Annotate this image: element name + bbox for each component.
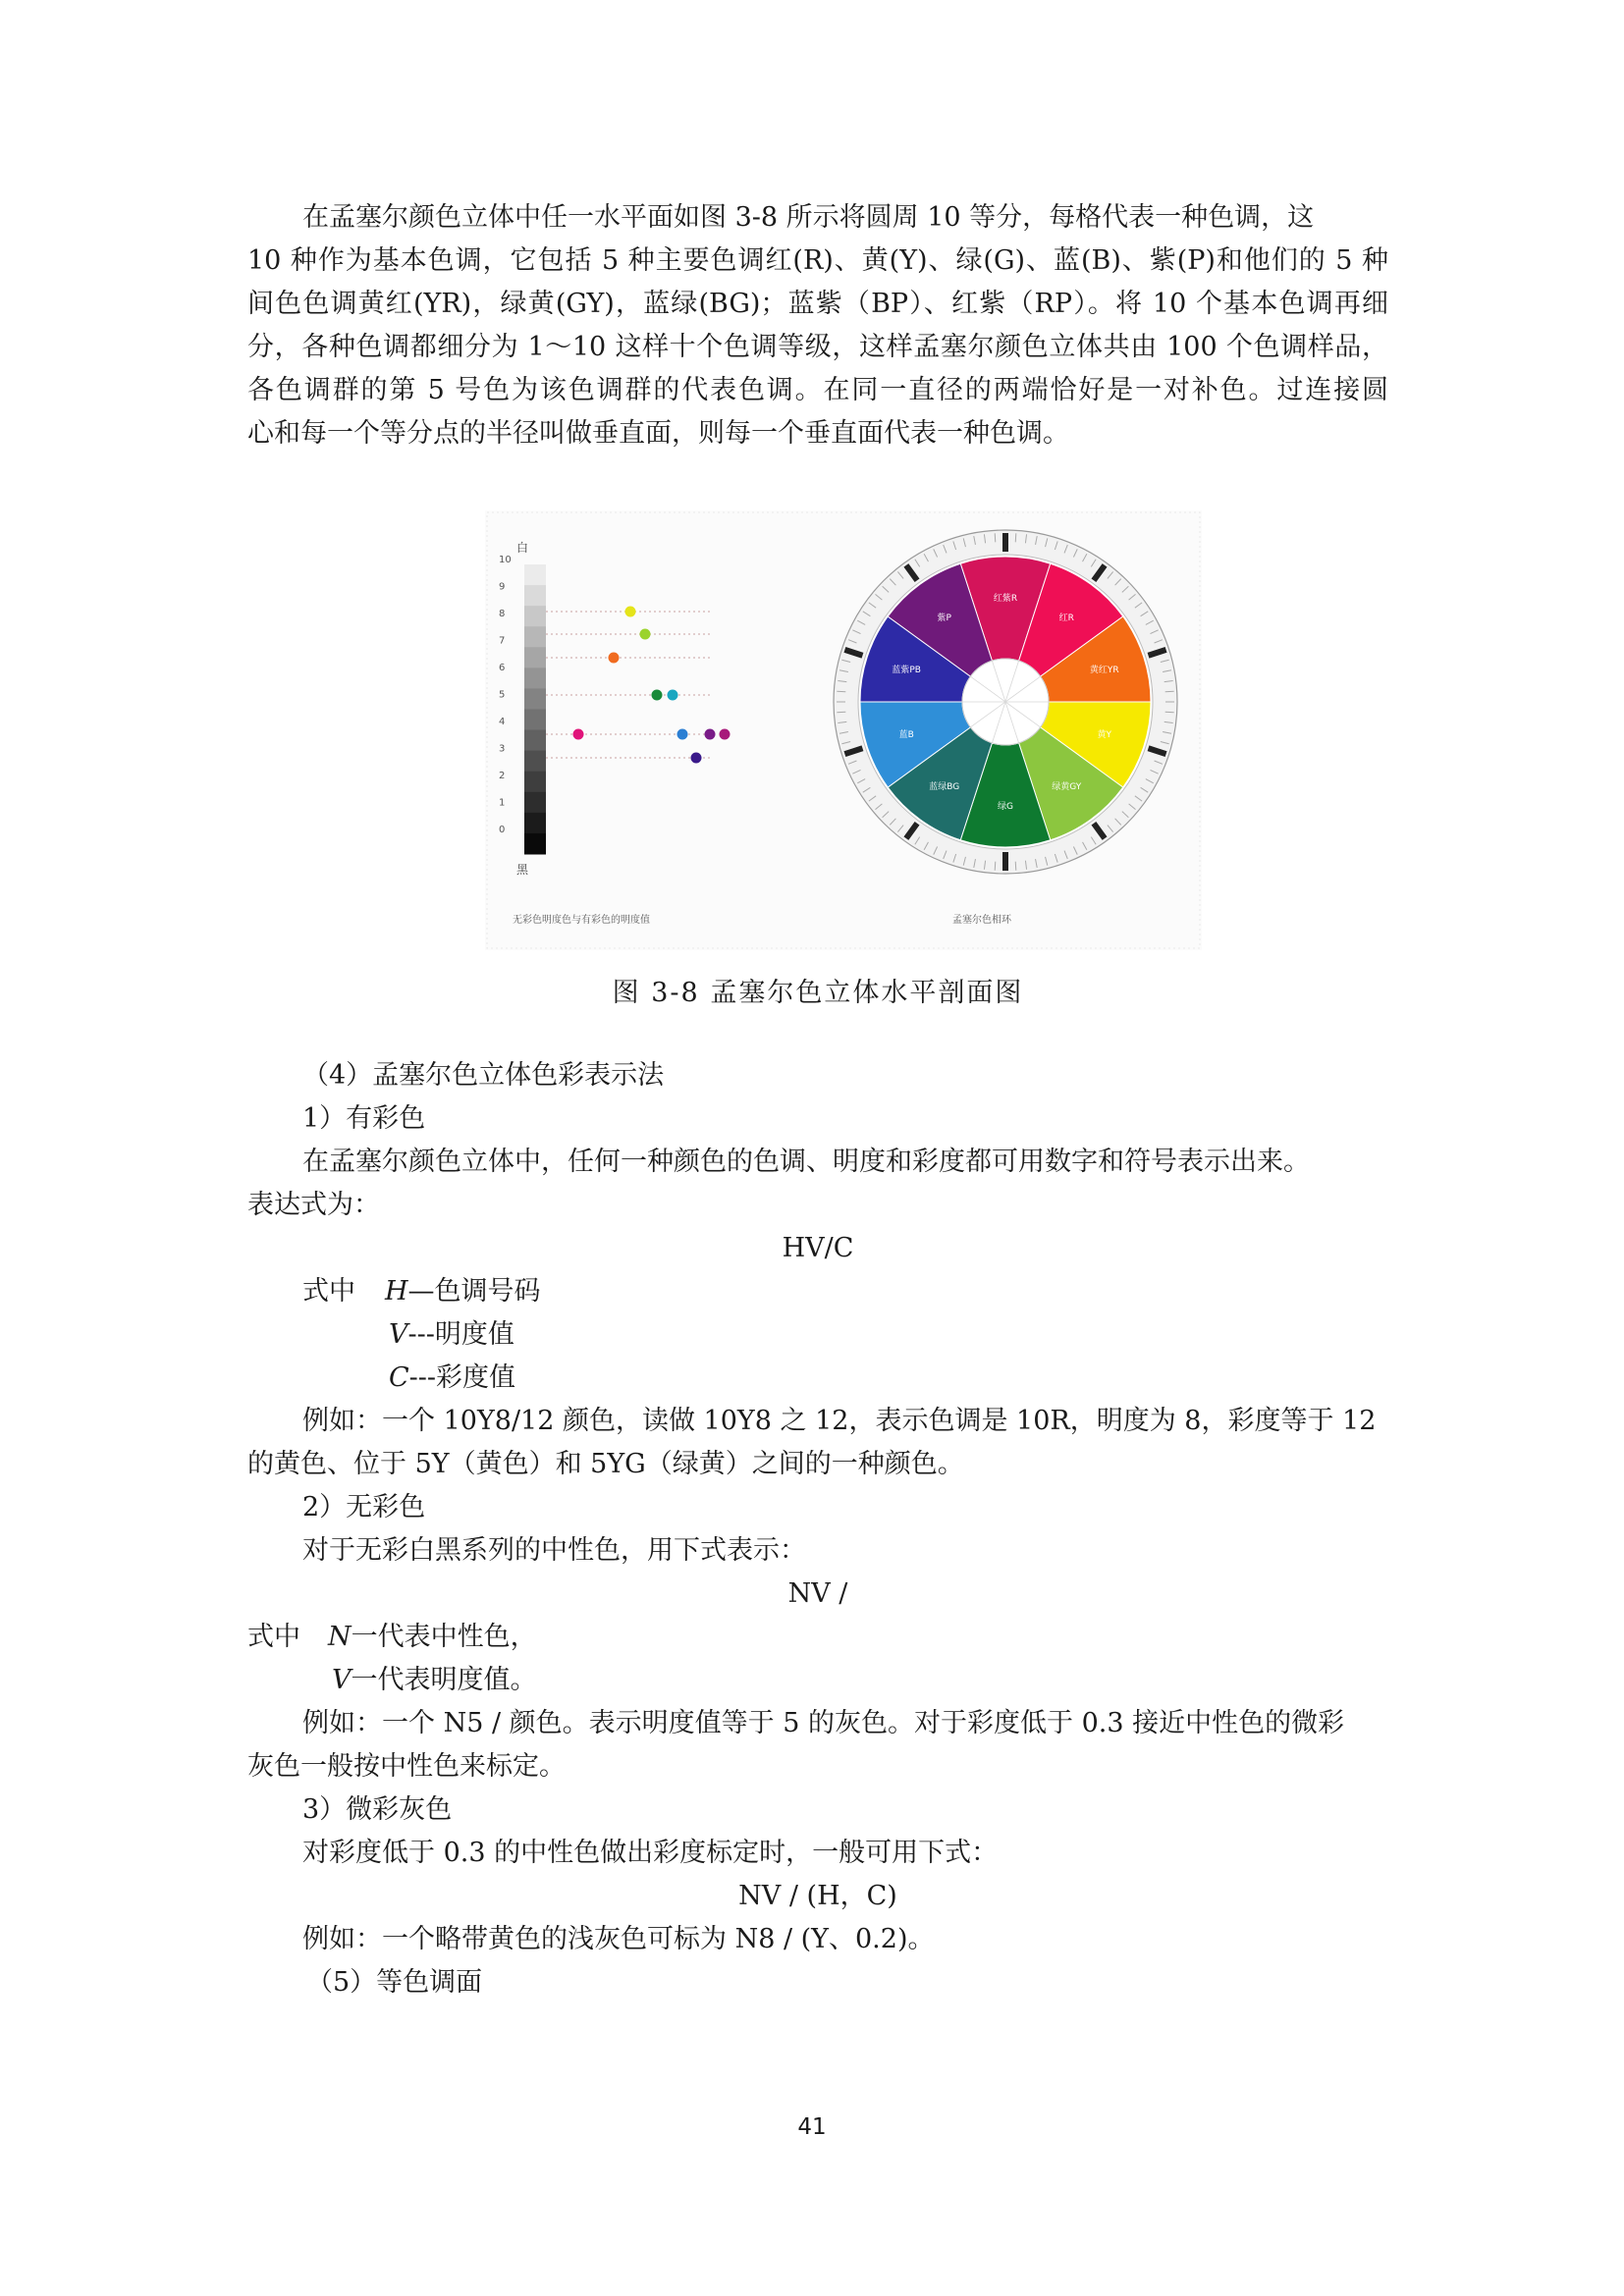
scale-number: 4 bbox=[499, 717, 506, 727]
hue-dot bbox=[652, 690, 663, 701]
definition-n bbox=[247, 1616, 537, 1659]
wheel-segment-label: 紫P bbox=[937, 614, 951, 624]
hue-dot bbox=[609, 653, 620, 664]
grayscale-step bbox=[524, 751, 546, 773]
hue-dot bbox=[668, 690, 678, 701]
grayscale-step bbox=[524, 772, 546, 793]
scale-number: 3 bbox=[499, 743, 506, 755]
page-number: 41 bbox=[797, 2114, 827, 2140]
definition-h-text: —色调号码 bbox=[407, 1276, 541, 1307]
section5-heading: （5）等色调面 bbox=[306, 1967, 483, 1998]
section4-heading: （4）孟塞尔色立体色彩表示法 bbox=[302, 1060, 665, 1091]
grayscale-step bbox=[524, 667, 546, 689]
hue-dot bbox=[677, 729, 688, 740]
formula-nvhc: NV / (H，C) bbox=[738, 1881, 897, 1911]
definition-v2-text: 一代表明度值。 bbox=[351, 1665, 537, 1695]
example2-line1: 例如：一个 N5 / 颜色。表示明度值等于 5 的灰色。对于彩度低于 0.3 接近中性色的微彩 bbox=[302, 1708, 1345, 1738]
hue-dot bbox=[720, 729, 731, 740]
wheel-segment-label: 绿黄GY bbox=[1052, 781, 1082, 792]
hue-dot bbox=[625, 607, 636, 617]
right-figure-caption: 孟塞尔色相环 bbox=[952, 915, 1011, 926]
grayscale-step bbox=[524, 626, 546, 648]
value-grayscale-bar bbox=[524, 564, 546, 855]
grayscale-step bbox=[524, 647, 546, 668]
scale-number: 6 bbox=[499, 663, 506, 673]
symbol-n: N bbox=[328, 1622, 352, 1652]
example1-line2: 的黄色、位于 5Y（黄色）和 5YG（绿黄）之间的一种颜色。 bbox=[247, 1449, 964, 1479]
wheel-tick bbox=[1165, 691, 1174, 692]
scale-bottom-label: 黑 bbox=[516, 863, 529, 877]
wheel-tick bbox=[1165, 712, 1174, 713]
wheel-tick bbox=[995, 533, 996, 542]
symbol-h: H bbox=[385, 1276, 408, 1307]
sub1-para-line2: 表达式为： bbox=[247, 1190, 380, 1220]
sub3-para: 对彩度低于 0.3 的中性色做出彩度标定时，一般可用下式： bbox=[302, 1838, 999, 1868]
grayscale-step bbox=[524, 710, 546, 731]
scale-number: 0 bbox=[499, 825, 506, 835]
munsell-figure bbox=[485, 510, 1202, 950]
wheel-segment-label: 蓝绿BG bbox=[929, 781, 960, 792]
grayscale-step bbox=[524, 688, 546, 710]
scale-number: 1 bbox=[499, 797, 506, 809]
wheel-segment-label: 黄红YR bbox=[1089, 666, 1119, 676]
scale-top-label: 白 bbox=[516, 541, 529, 555]
grayscale-step bbox=[524, 564, 546, 586]
example2-line2: 灰色一般按中性色来标定。 bbox=[247, 1751, 566, 1782]
munsell-hue-wheel bbox=[834, 530, 1177, 874]
sub1-para-line1: 在孟塞尔颜色立体中，任何一种颜色的色调、明度和彩度都可用数字和符号表示出来。 bbox=[302, 1147, 1310, 1177]
grayscale-step bbox=[524, 585, 546, 607]
sub2-heading: 2）无彩色 bbox=[302, 1492, 426, 1522]
grayscale-step bbox=[524, 813, 546, 834]
paragraph1-line1: 在孟塞尔颜色立体中任一水平面如图 3-8 所示将圆周 10 等分，每格代表一种色调，这 bbox=[302, 202, 1315, 233]
scale-number: 10 bbox=[499, 555, 512, 565]
scale-number: 7 bbox=[499, 635, 506, 647]
scale-number: 8 bbox=[499, 609, 506, 619]
paragraph1-line5: 各色调群的第 5 号色为该色调群的代表色调。在同一直径的两端恰好是一对补色。过连接圆 bbox=[247, 375, 1388, 405]
example1-line1: 例如：一个 10Y8/12 颜色，读做 10Y8 之 12，表示色调是 10R，明度为 8，彩度等于 12 bbox=[302, 1406, 1377, 1436]
definition-n-text: 一代表中性色， bbox=[351, 1622, 537, 1652]
formula-hvc: HV/C bbox=[782, 1233, 854, 1263]
scale-number: 9 bbox=[499, 581, 506, 593]
wheel-segment-label: 红紫R bbox=[993, 594, 1018, 604]
wheel-tick bbox=[995, 862, 996, 871]
paragraph1-line6: 心和每一个等分点的半径叫做垂直面，则每一个垂直面代表一种色调。 bbox=[247, 418, 1069, 449]
example3: 例如：一个略带黄色的浅灰色可标为 N8 / (Y、0.2)。 bbox=[302, 1924, 935, 1954]
wheel-tick bbox=[837, 712, 845, 713]
definition-h bbox=[302, 1270, 541, 1313]
wheel-segment-label: 蓝紫PB bbox=[892, 666, 921, 676]
wheel-tick bbox=[1015, 862, 1016, 871]
definition-v2 bbox=[332, 1659, 537, 1702]
grayscale-step bbox=[524, 833, 546, 855]
formula-nv: NV / bbox=[787, 1578, 848, 1609]
hue-dot bbox=[705, 729, 716, 740]
paragraph1-line3: 间色色调黄红(YR)，绿黄(GY)，蓝绿(BG)；蓝紫（BP）、红紫（RP）。将 10 个基本色调再细 bbox=[247, 289, 1388, 319]
paragraph1-line2: 10 种作为基本色调，它包括 5 种主要色调红(R)、黄(Y)、绿(G)、蓝(B)、紫(P)和他们的 5 种 bbox=[247, 245, 1388, 276]
where-label: 式中 bbox=[302, 1276, 355, 1307]
sub2-para: 对于无彩白黑系列的中性色，用下式表示： bbox=[302, 1535, 806, 1566]
symbol-v2: V bbox=[332, 1665, 352, 1695]
definition-c-text: ---彩度值 bbox=[408, 1362, 516, 1393]
grayscale-step bbox=[524, 792, 546, 814]
wheel-tick bbox=[1015, 533, 1016, 542]
wheel-segment-label: 黄Y bbox=[1097, 729, 1112, 740]
left-figure-caption: 无彩色明度色与有彩色的明度值 bbox=[513, 915, 650, 926]
sub1-heading: 1）有彩色 bbox=[302, 1103, 426, 1134]
where-label-2: 式中 bbox=[247, 1622, 300, 1652]
scale-number: 5 bbox=[499, 689, 506, 701]
figure-caption: 图 3-8 孟塞尔色立体水平剖面图 bbox=[612, 978, 1024, 1008]
wheel-segment-label: 红R bbox=[1058, 614, 1074, 624]
paragraph1-line4: 分，各种色调都细分为 1～10 这样十个色调等级，这样孟塞尔颜色立体共由 100 个色调样品， bbox=[247, 332, 1388, 362]
wheel-tick bbox=[837, 691, 845, 692]
symbol-c: C bbox=[389, 1362, 409, 1393]
wheel-segment-label: 绿G bbox=[998, 802, 1013, 812]
hue-dot bbox=[573, 729, 584, 740]
definition-v-text: ---明度值 bbox=[407, 1319, 514, 1350]
grayscale-step bbox=[524, 730, 546, 752]
sub3-heading: 3）微彩灰色 bbox=[302, 1794, 453, 1825]
definition-c bbox=[389, 1357, 515, 1400]
hue-dot bbox=[691, 753, 702, 764]
symbol-v: V bbox=[389, 1319, 408, 1350]
scale-number: 2 bbox=[499, 771, 506, 781]
grayscale-step bbox=[524, 606, 546, 627]
hue-dot bbox=[640, 629, 651, 640]
definition-v bbox=[389, 1313, 514, 1357]
wheel-segment-label: 蓝B bbox=[898, 729, 914, 740]
